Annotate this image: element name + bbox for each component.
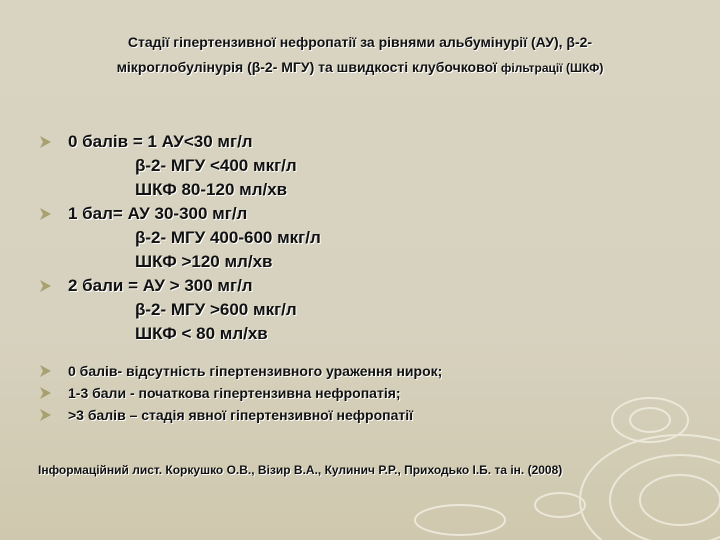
slide-title: [30, 30, 690, 81]
list-item: [40, 130, 700, 154]
stage-1-mgu: β-2- МГУ 400-600 мкг/л: [135, 228, 321, 247]
list-item: [40, 250, 700, 274]
source-reference: Інформаційний лист. Коркушко О.В., Візир В.А., Кулинич Р.Р., Приходько І.Б. та ін. (2008): [38, 463, 563, 477]
list-item: [40, 360, 700, 382]
stage-2-gfr: ШКФ < 80 мл/хв: [135, 324, 268, 343]
stage-2-mgu: β-2- МГУ >600 мкг/л: [135, 300, 297, 319]
list-item: [40, 178, 700, 202]
stage-0-mgu: β-2- МГУ <400 мкг/л: [135, 156, 297, 175]
title-line-2: мікроглобулінурія (β-2- МГУ) та швидкості клубочкової: [116, 59, 497, 75]
list-item: [40, 404, 700, 426]
stage-2-main: 2 бали = АУ > 300 мг/л: [68, 276, 253, 295]
arrow-bullet-icon: [40, 280, 51, 292]
title-line-1: Стадії гіпертензивної нефропатії за рівнями альбумінурії (АУ), β-2-: [127, 34, 593, 50]
stage-1-gfr: ШКФ >120 мл/хв: [135, 252, 273, 271]
list-item: [40, 154, 700, 178]
arrow-bullet-icon: [40, 365, 51, 377]
interpretation-1: 1-3 бали - початкова гіпертензивна нефропатія;: [68, 385, 401, 401]
list-item: [40, 322, 700, 346]
arrow-bullet-icon: [40, 409, 51, 421]
stage-0-main: 0 балів = 1 АУ<30 мг/л: [68, 132, 253, 151]
title-line-2-tail: фільтрації (ШКФ): [500, 61, 604, 75]
arrow-bullet-icon: [40, 136, 51, 148]
stages-list: [40, 130, 700, 426]
list-item: [40, 382, 700, 404]
arrow-bullet-icon: [40, 208, 51, 220]
list-item: [40, 298, 700, 322]
list-item: [40, 226, 700, 250]
interpretation-2: >3 балів – стадія явної гіпертензивної нефропатії: [68, 407, 414, 423]
list-item: [40, 202, 700, 226]
stage-1-main: 1 бал= АУ 30-300 мг/л: [68, 204, 248, 223]
stage-0-gfr: ШКФ 80-120 мл/хв: [135, 180, 288, 199]
arrow-bullet-icon: [40, 387, 51, 399]
interpretation-0: 0 балів- відсутність гіпертензивного ураження нирок;: [68, 363, 443, 379]
list-item: [40, 274, 700, 298]
